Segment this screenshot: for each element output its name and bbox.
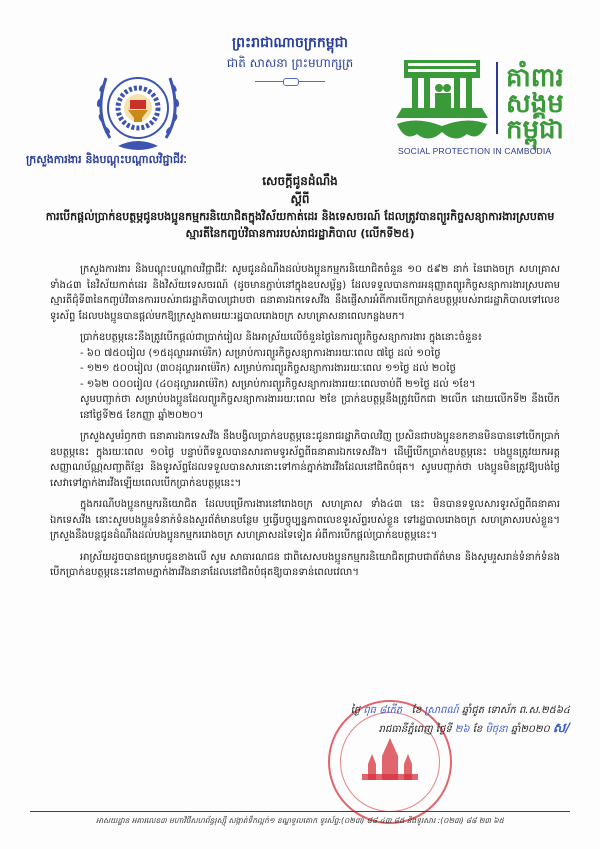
- kingdom-line: ព្រះរាជាណាចក្រកម្ពុជា: [231, 35, 348, 51]
- handwritten-lunar-day: ពុធ ៨កើត: [363, 705, 403, 716]
- footer-address: អាសយដ្ឋាន អគារលេខ៣ មហាវិថីសហព័ន្ធរុស្ស៊ី សង្កាត់ទឹកល្អក់១ ខណ្ឌទួលគោក ទូរស័ព្ទ:(០២៣) ៨៨ ៤៣ ៨៥ និងទូរសារ :(០២៣) ៨៨ ២៣ ៦៥: [96, 816, 504, 825]
- paragraph-5: អាស្រ័យដូចបានជម្រាបជូនខាងលើ សូម សាធារណជន ជាពិសេសបងប្អូនកម្មករនិយោជិតជ្រាបជាព័ត៌មាន និងសូមរួសរាន់ទំនាក់ទំនងបើកប្រាក់ឧបត្ថម្ភនេះនៅតាមភ្នាក់ងារវីងនានាដែលនៅជិតបំផុតឱ្យបានទាន់ពេលវេលា។: [50, 551, 560, 578]
- ministry-of-labour-seal-icon: [88, 58, 188, 158]
- solar-date-line: រាជធានីភ្នំពេញ ថ្ងៃទី ២៦ ខែ មិថុនា ឆ្នាំ២០២០ ស/: [378, 721, 570, 736]
- handwritten-lunar-month: ស្រាពណ៍: [424, 705, 459, 716]
- paragraph-2-intro: ប្រាក់ឧបត្ថម្ភនេះនឹងត្រូវបើកផ្តល់ជាប្រាក់រៀល និងអាស្រ័យលើចំនួនថ្ងៃនៃការព្យួរកិច្ចសន្យាការងារ ក្នុងនោះចំនួន៖: [80, 332, 483, 343]
- svg-text:សង្គម: សង្គម: [506, 89, 564, 119]
- social-protection-caption: SOCIAL PROTECTION IN CAMBODIA: [398, 146, 552, 156]
- amount-list: [50, 346, 560, 393]
- ornament-divider: [255, 78, 325, 84]
- angkor-temple-icon: [360, 736, 420, 780]
- amount-item: - ១៦២ ០០០រៀល (៤០ដុល្លារអាម៉េរិក) សម្រាប់ការព្យួរកិច្ចសន្យាការងាររយៈពេលចាប់ពី ២១ថ្ងៃ ដល់ ១ខែ។: [80, 378, 476, 390]
- social-protection-logo-icon: [392, 58, 582, 158]
- svg-text:កម្ពុជា: កម្ពុជា: [506, 115, 564, 145]
- kingdom-header: [200, 34, 380, 84]
- motto-line: ជាតិ សាសនា ព្រះមហាក្សត្រ: [226, 56, 354, 70]
- title-regarding: ស្តីពី: [290, 192, 310, 206]
- paragraph-4: ក្នុងករណីបងប្អូនកម្មករនិយោជិត ដែលបម្រើការងារនៅរោងចក្រ សហគ្រាស ទាំង៤៣ នេះ មិនបានទទួលសារទូរស័ព្ទពីធនាគារឯកទេសវីង នោះសូមបងប្អូនទំនាក់ទំនងសួរព័ត៌មានបន្ថែម ឬធ្វើបច្ចុប្បន្នភាពលេខទូរស័ព្ទរបស់ខ្លួន ទៅរដ្ឋបាលរោងចក្រ សហគ្រាសរបស់ខ្លួន។ ក្រសួងនឹងបន្តជូនដំណឹងដល់បងប្អូនកម្មកររោងចក្រ សហគ្រាសដទៃទៀត អំពីការបើកផ្តល់ប្រាក់ឧបត្ថម្ភនេះ។: [50, 499, 560, 541]
- amount-item: - ១២១ ៥០០រៀល (៣០ដុល្លារអាម៉េរិក) សម្រាប់ការព្យួរកិច្ចសន្យាការងាររយៈពេល ១១ថ្ងៃ ដល់ ២០ថ្ងៃ: [80, 363, 456, 374]
- document-title: [40, 172, 560, 242]
- lunar-date-line: ថ្ងៃ ពុធ ៨កើត ខែ ស្រាពណ៍ ឆ្នាំជូត ទោស័ក ព.ស.២៥៦៤: [350, 705, 570, 716]
- footer-divider: [30, 811, 570, 812]
- initials: ស/: [552, 721, 570, 736]
- amount-item: - ៦០ ៧៥០រៀល (១៥ដុល្លារអាម៉េរិក) សម្រាប់ការព្យួរកិច្ចសន្យាការងាររយៈពេល ៧ថ្ងៃ ដល់ ១០ថ្ងៃ: [80, 347, 441, 359]
- handwritten-month: មិថុនា: [485, 724, 508, 735]
- ministry-name: ក្រសួងការងារ និងបណ្តុះបណ្តាលវិជ្ជាជីវៈ: [26, 153, 187, 166]
- handwritten-day: ២៦: [454, 724, 470, 735]
- paragraph-1: ក្រសួងការងារ និងបណ្តុះបណ្តាលវិជ្ជាជីវៈ សូមជូនដំណឹងដល់បងប្អូនកម្មករនិយោជិតចំនួន ១០ ៥៩២ នាក់ នៃរោងចក្រ សហគ្រាស ទាំង៤៣ នៃវិស័យកាត់ដេរ និងវិស័យទេសចរណ៍ (ដូចមានភ្ជាប់នៅក្នុងឧបសម្ព័ន្ធ) ដែលទទួលបានការអនុញ្ញាតព្យួរកិច្ចសន្យាការងារស្របតាមស្មារតីជុំទី៣នៃកញ្ចប់វិធានការរបស់រាជរដ្ឋាភិបាលជ្រាបថា ធនាគារឯកទេសវីង នឹងផ្ញើសារអំពីការបើកប្រាក់ឧបត្ថម្ភរបស់រាជរដ្ឋាភិបាលទៅលេខទូរស័ព្ទ ដែលបងប្អូនបានផ្តល់មកឱ្យក្រសួងតាមរយៈរដ្ឋបាលរោងចក្រ សហគ្រាសនាពេលកន្លងមក។: [50, 264, 560, 322]
- title-subject: ការបើកផ្តល់ប្រាក់ឧបត្ថម្ភជូនបងប្អូនកម្មករនិយោជិតក្នុងវិស័យកាត់ដេរ និងទេសចរណ៍ ដែលត្រូវបានព្យួរកិច្ចសន្យាការងារស្របតាមស្មារតីនៃកញ្ចប់វិធានការរបស់រាជរដ្ឋាភិបាល (លើកទី២៥): [45, 210, 555, 240]
- document-body: [50, 262, 560, 587]
- date-block: [260, 702, 570, 739]
- paragraph-2-note: សូមបញ្ជាក់ថា សម្រាប់បងប្អូនដែលព្យួរកិច្ចសន្យាការងាររយៈពេល ២ខែ ប្រាក់ឧបត្ថម្ភនឹងត្រូវបើកជា ២លើក ដោយលើកទី២ នឹងបើកនៅថ្ងៃទី២៥ ខែកញ្ញា ឆ្នាំ២០២០។: [80, 394, 560, 421]
- svg-text:គាំពារ: គាំពារ: [506, 63, 564, 93]
- title-notification: សេចក្តីជូនដំណឹង: [262, 174, 338, 188]
- paragraph-3: ក្រសួងសូមរំឭកថា ធនាគារឯកទេសវីង នឹងបង្វិលប្រាក់ឧបត្ថម្ភនេះជូនរាជរដ្ឋាភិបាលវិញ ប្រសិនជាបងប្អូនខកខានមិនបានទៅបើកប្រាក់ឧបត្ថម្ភនេះ ក្នុងរយៈពេល ១០ថ្ងៃ បន្ទាប់ពីទទួលបានសារតាមទូរស័ព្ទពីធនាគារឯកទេសវីង។ ដើម្បីបើកប្រាក់ឧបត្ថម្ភនេះ បងប្អូនត្រូវយកអត្តសញ្ញាណប័ណ្ណសញ្ជាតិខ្មែរ និងទូរស័ព្ទដែលទទួលបានសារនោះទៅកាន់ភ្នាក់ងារវីងដែលនៅជិតបំផុត។ សូមបញ្ជាក់ថា បងប្អូនមិនត្រូវឱ្យបង់ថ្លៃសេវាទៅភ្នាក់ងារវីងឡើយពេលបើកប្រាក់ឧបត្ថម្ភនេះ។: [50, 431, 560, 489]
